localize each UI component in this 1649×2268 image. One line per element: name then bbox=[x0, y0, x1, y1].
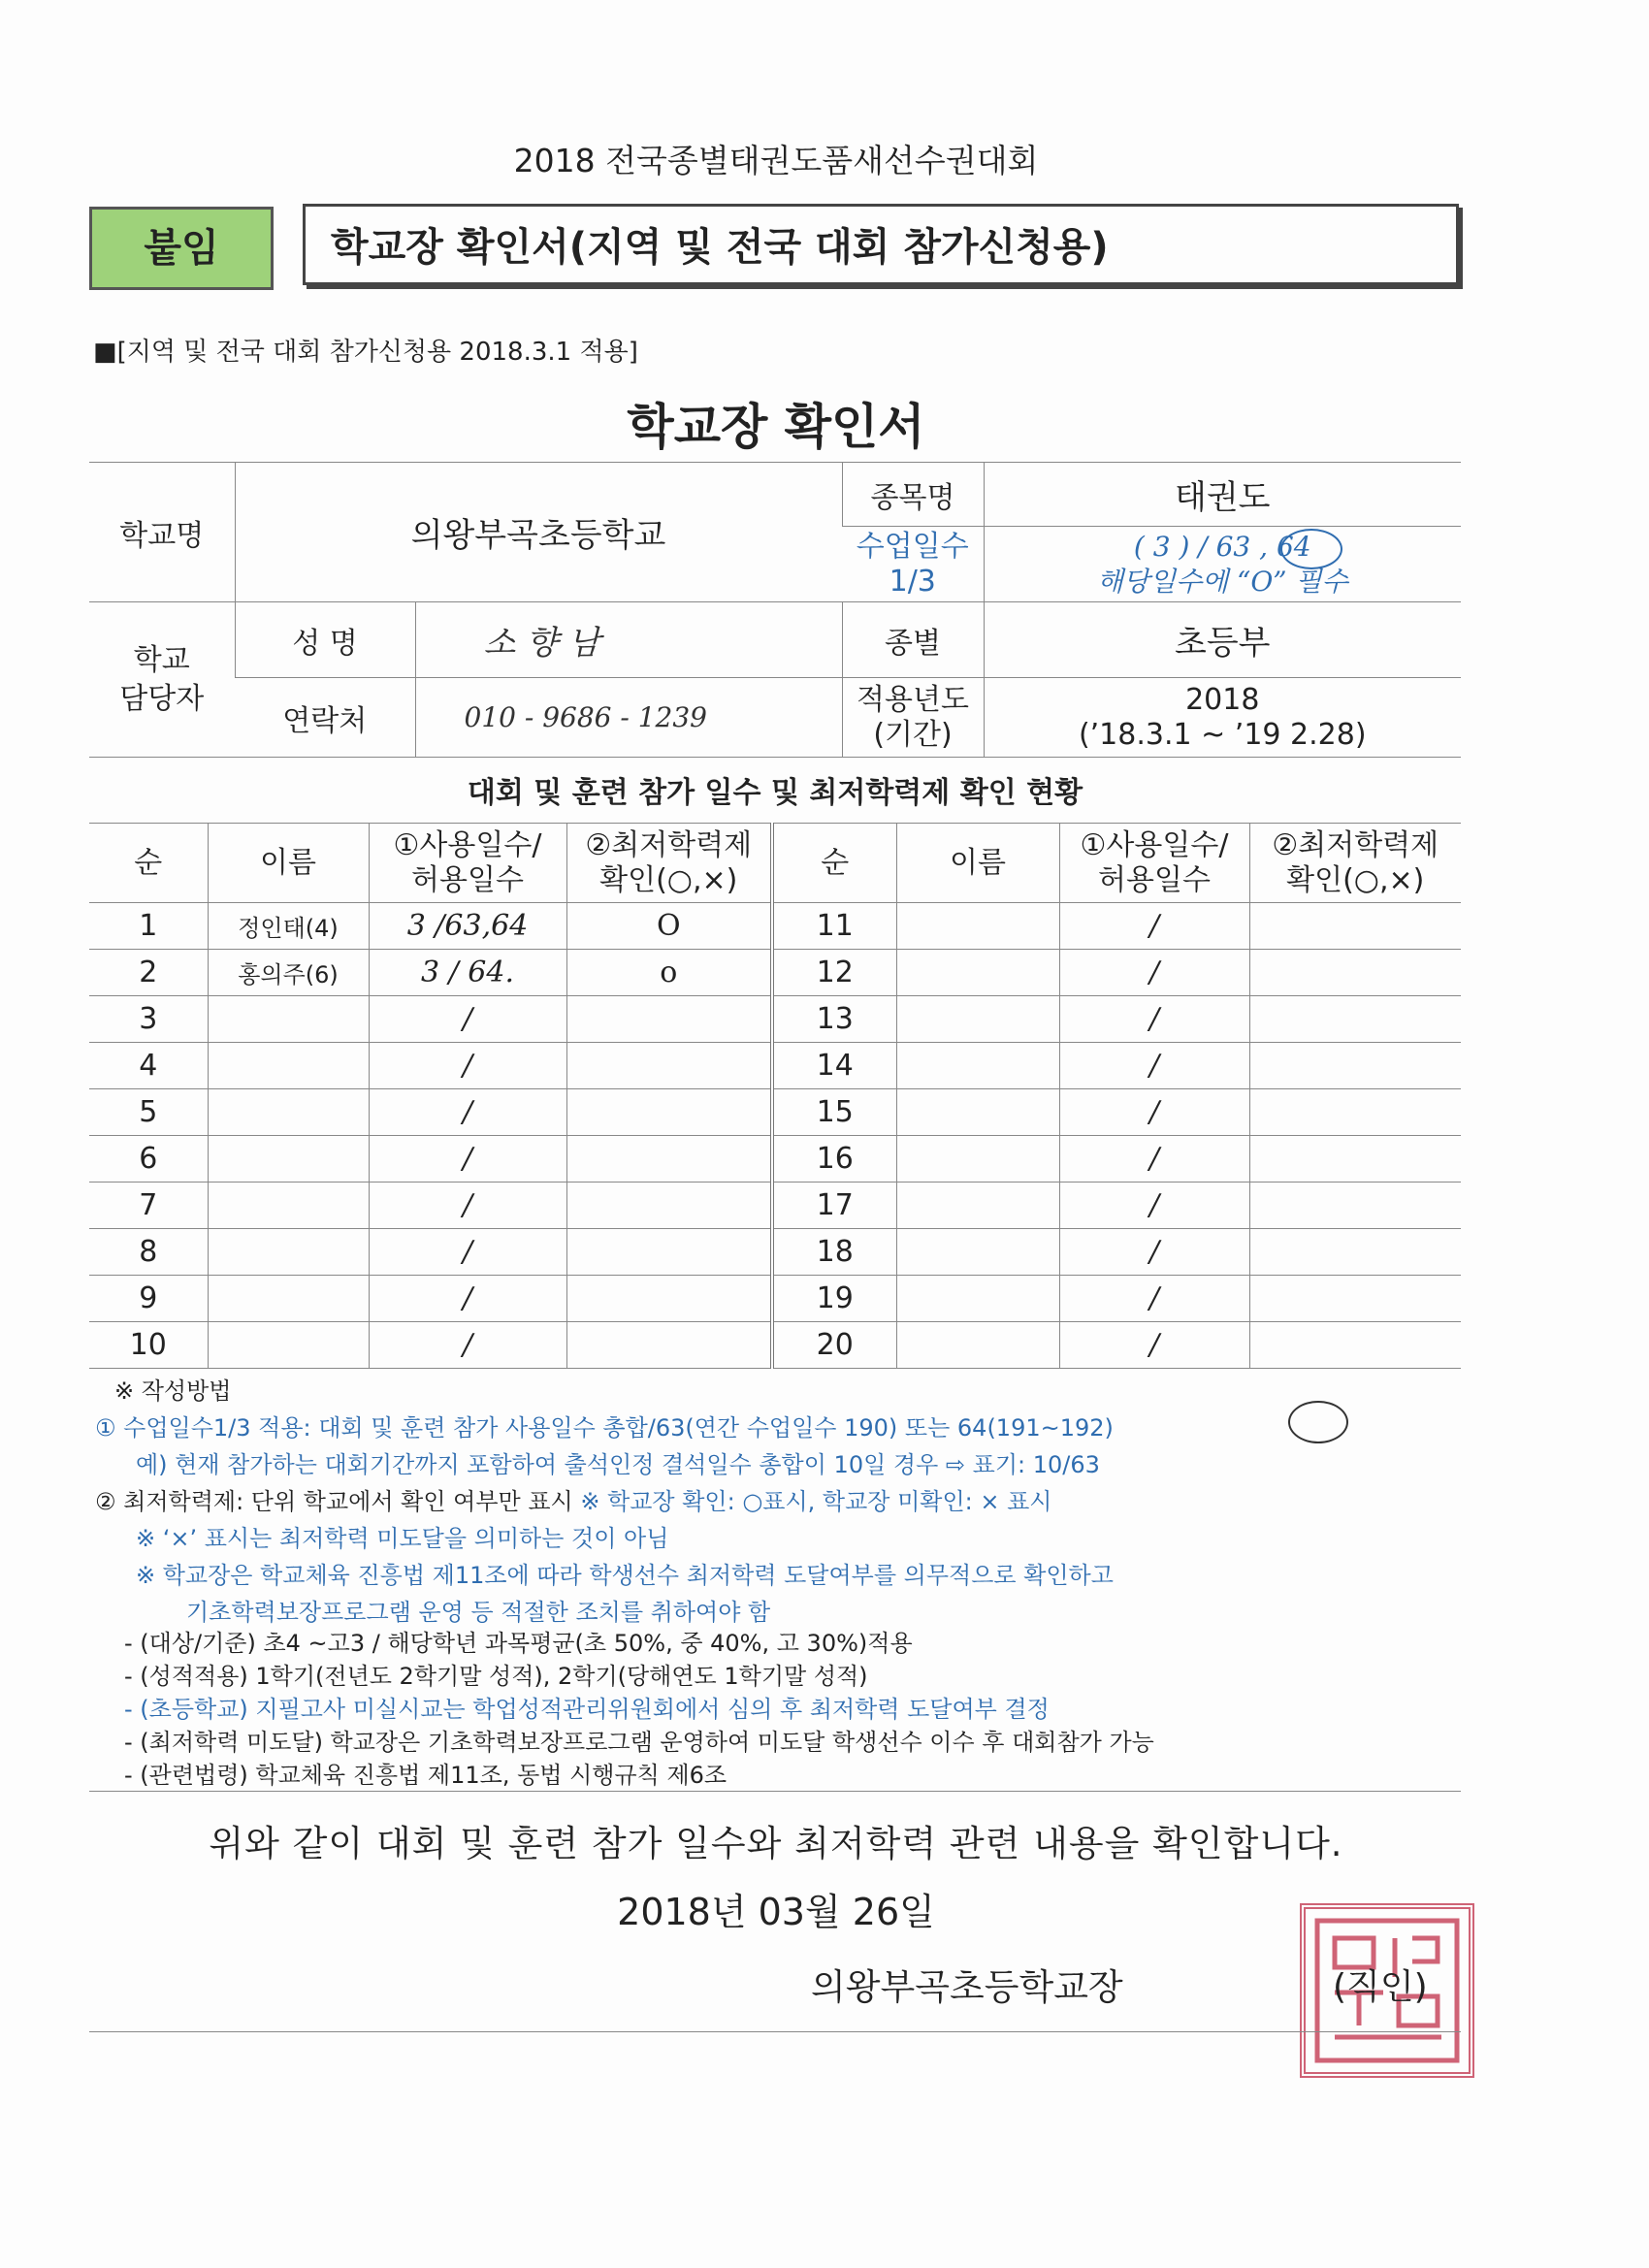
row-check bbox=[566, 1322, 772, 1369]
row-no: 6 bbox=[89, 1136, 208, 1183]
classdays-value-1: ( 3 ) / 63 , 64 bbox=[1133, 530, 1311, 563]
sport-value: 태권도 bbox=[984, 463, 1461, 527]
table-row bbox=[89, 996, 1461, 1043]
row-check-right bbox=[1249, 903, 1461, 950]
confirmation-text: 위와 같이 대회 및 훈련 참가 일수와 최저학력 관련 내용을 확인합니다. bbox=[209, 1823, 1343, 1864]
row-check bbox=[566, 1089, 772, 1136]
row-days: / bbox=[369, 1276, 566, 1322]
header-name: 이름 bbox=[208, 824, 369, 903]
row-days: / bbox=[369, 1183, 566, 1229]
row-no-right: 20 bbox=[772, 1322, 896, 1369]
header-check-right-2: 확인(○,×) bbox=[1286, 862, 1425, 897]
table-row bbox=[89, 1322, 1461, 1369]
row-days-right: / bbox=[1059, 903, 1249, 950]
row-days-right: / bbox=[1059, 1229, 1249, 1276]
row-no-right: 15 bbox=[772, 1089, 896, 1136]
row-check-right bbox=[1249, 1276, 1461, 1322]
header-no-right: 순 bbox=[772, 824, 896, 903]
row-no-right: 14 bbox=[772, 1043, 896, 1089]
date: 2018년 03월 26일 bbox=[617, 1891, 935, 1933]
row-check bbox=[566, 1229, 772, 1276]
row-name bbox=[208, 1043, 369, 1089]
note-5: ※ 학교장은 학교체육 진흥법 제11조에 따라 학생선수 최저학력 도달여부를 의무적으로 확인하고 bbox=[136, 1562, 1114, 1589]
row-no: 4 bbox=[89, 1043, 208, 1089]
contact-label: 연락처 bbox=[235, 678, 415, 758]
row-days-right: / bbox=[1059, 1322, 1249, 1369]
event-title: 2018 전국종별태권도품새선수권대회 bbox=[513, 142, 1039, 179]
row-name-right bbox=[896, 1183, 1059, 1229]
row-check-right bbox=[1249, 1322, 1461, 1369]
row-name bbox=[208, 1136, 369, 1183]
row-days-right: / bbox=[1059, 950, 1249, 996]
row-check bbox=[566, 996, 772, 1043]
participation-table bbox=[89, 823, 1461, 1369]
division-label: 종별 bbox=[842, 602, 984, 678]
row-days-right: / bbox=[1059, 1089, 1249, 1136]
year-label-1: 적용년도 bbox=[857, 682, 969, 717]
row-name-right bbox=[896, 1043, 1059, 1089]
row-days: / bbox=[369, 1136, 566, 1183]
row-no: 2 bbox=[89, 950, 208, 996]
row-days-right: / bbox=[1059, 1183, 1249, 1229]
row-check-right bbox=[1249, 1089, 1461, 1136]
sport-label: 종목명 bbox=[842, 463, 984, 527]
row-name bbox=[208, 1089, 369, 1136]
row-days: / bbox=[369, 1089, 566, 1136]
row-no-right: 17 bbox=[772, 1183, 896, 1229]
row-days: / bbox=[369, 1322, 566, 1369]
row-no: 7 bbox=[89, 1183, 208, 1229]
row-name-right bbox=[896, 1229, 1059, 1276]
header-check-right-1: ②최저학력제 bbox=[1272, 827, 1439, 862]
row-name bbox=[208, 1276, 369, 1322]
school-label: 학교명 bbox=[89, 463, 235, 602]
year-label-2: (기간) bbox=[873, 717, 953, 752]
header-days bbox=[369, 824, 566, 903]
row-check-right bbox=[1249, 1229, 1461, 1276]
row-check bbox=[566, 1043, 772, 1089]
classdays-label-1: 수업일수 bbox=[856, 529, 969, 564]
row-check-right bbox=[1249, 1043, 1461, 1089]
row-name bbox=[208, 1229, 369, 1276]
row-days-right: / bbox=[1059, 996, 1249, 1043]
manager-label-1: 학교 bbox=[133, 642, 190, 677]
row-name-right bbox=[896, 996, 1059, 1043]
table-row bbox=[89, 903, 1461, 950]
doc-title: 학교장 확인서 bbox=[627, 399, 925, 455]
row-name: 정인태(4) bbox=[208, 903, 369, 950]
header-days-right bbox=[1059, 824, 1249, 903]
header-days-1: ①사용일수/ bbox=[393, 827, 542, 862]
form-banner bbox=[303, 204, 1459, 285]
year-value bbox=[984, 678, 1461, 758]
note-11: - (관련법령) 학교체육 진흥법 제11조, 동법 시행규칙 제6조 bbox=[124, 1762, 728, 1789]
row-name: 홍의주(6) bbox=[208, 950, 369, 996]
header-check bbox=[566, 824, 772, 903]
table-row bbox=[89, 1229, 1461, 1276]
row-check bbox=[566, 1276, 772, 1322]
row-name-right bbox=[896, 1276, 1059, 1322]
note-7: - (대상/기준) 초4 ~고3 / 해당학년 과목평균(초 50%, 중 40%, 고 30%)적용 bbox=[124, 1630, 913, 1657]
row-name bbox=[208, 996, 369, 1043]
row-check-right bbox=[1249, 996, 1461, 1043]
circle-mark-191 bbox=[1288, 1401, 1348, 1443]
row-no-right: 19 bbox=[772, 1276, 896, 1322]
header-days-right-1: ①사용일수/ bbox=[1080, 827, 1229, 862]
row-check-right bbox=[1249, 1136, 1461, 1183]
table-row bbox=[89, 1276, 1461, 1322]
row-no-right: 18 bbox=[772, 1229, 896, 1276]
year-label bbox=[842, 678, 984, 758]
row-check: o bbox=[566, 950, 772, 996]
row-no: 8 bbox=[89, 1229, 208, 1276]
row-days-right: / bbox=[1059, 1276, 1249, 1322]
table-row bbox=[89, 1183, 1461, 1229]
row-no: 3 bbox=[89, 996, 208, 1043]
subheading: ■[지역 및 전국 대회 참가신청용 2018.3.1 적용] bbox=[93, 338, 638, 367]
table-row bbox=[89, 1136, 1461, 1183]
note-6: 기초학력보장프로그램 운영 등 적절한 조치를 취하여야 함 bbox=[186, 1599, 771, 1626]
classdays-label bbox=[842, 527, 984, 602]
row-no-right: 16 bbox=[772, 1136, 896, 1183]
note-9: - (초등학교) 지필고사 미실시교는 학업성적관리위원회에서 심의 후 최저학력 도달여부 결정 bbox=[124, 1696, 1050, 1723]
contact-value: 010 - 9686 - 1239 bbox=[415, 678, 842, 758]
note-2: 예) 현재 참가하는 대회기간까지 포함하여 출석인정 결석일수 총합이 10일 경우 ⇨ 표기: 10/63 bbox=[136, 1451, 1100, 1478]
seal-mark: (직인) bbox=[1333, 1967, 1428, 2007]
header-name-right: 이름 bbox=[896, 824, 1059, 903]
row-no-right: 13 bbox=[772, 996, 896, 1043]
row-name bbox=[208, 1183, 369, 1229]
participation-title: 대회 및 훈련 참가 일수 및 최저학력제 확인 현황 bbox=[467, 776, 1083, 810]
note-3 bbox=[95, 1482, 1051, 1516]
name-label: 성 명 bbox=[235, 602, 415, 678]
header-check-right bbox=[1249, 824, 1461, 903]
row-no: 1 bbox=[89, 903, 208, 950]
attachment-label: 붙임 bbox=[144, 226, 219, 271]
info-table bbox=[89, 462, 1461, 758]
year-value-2: (’18.3.1 ~ ’19 2.28) bbox=[1078, 717, 1367, 752]
header-days-2: 허용일수 bbox=[411, 862, 524, 897]
table-row bbox=[89, 1043, 1461, 1089]
row-no: 9 bbox=[89, 1276, 208, 1322]
form-banner-text: 학교장 확인서(지역 및 전국 대회 참가신청용) bbox=[331, 225, 1109, 270]
header-check-1: ②최저학력제 bbox=[585, 827, 753, 862]
row-days-right: / bbox=[1059, 1136, 1249, 1183]
notes-heading: ※ 작성방법 bbox=[114, 1377, 232, 1405]
note-10: - (최저학력 미도달) 학교장은 기초학력보장프로그램 운영하여 미도달 학생선수 이수 후 대회참가 가능 bbox=[124, 1729, 1154, 1756]
table-row bbox=[89, 950, 1461, 996]
manager-label bbox=[89, 602, 235, 758]
row-no: 10 bbox=[89, 1322, 208, 1369]
classdays-value bbox=[984, 527, 1461, 602]
classdays-value-2: 해당일수에 “O” 필수 bbox=[1096, 565, 1348, 598]
year-value-1: 2018 bbox=[1185, 682, 1260, 717]
classdays-label-2: 1/3 bbox=[889, 564, 936, 599]
note-3b: ※ 학교장 확인: ○표시, 학교장 미확인: × 표시 bbox=[580, 1488, 1052, 1515]
row-days: 3 /63,64 bbox=[369, 903, 566, 950]
row-check-right bbox=[1249, 1183, 1461, 1229]
row-days-right: / bbox=[1059, 1043, 1249, 1089]
row-check: O bbox=[566, 903, 772, 950]
row-name bbox=[208, 1322, 369, 1369]
row-days: 3 / 64. bbox=[369, 950, 566, 996]
row-no: 5 bbox=[89, 1089, 208, 1136]
school-value: 의왕부곡초등학교 bbox=[235, 463, 842, 602]
row-check bbox=[566, 1183, 772, 1229]
circle-mark bbox=[1280, 529, 1342, 569]
header-days-right-2: 허용일수 bbox=[1098, 862, 1211, 897]
row-name-right bbox=[896, 1322, 1059, 1369]
row-days: / bbox=[369, 996, 566, 1043]
row-no-right: 12 bbox=[772, 950, 896, 996]
bottom-rule bbox=[89, 2031, 1461, 2032]
row-days: / bbox=[369, 1229, 566, 1276]
attachment-badge bbox=[89, 207, 274, 290]
row-name-right bbox=[896, 903, 1059, 950]
manager-label-2: 담당자 bbox=[119, 681, 205, 716]
row-check bbox=[566, 1136, 772, 1183]
row-name-right bbox=[896, 1089, 1059, 1136]
header-check-2: 확인(○,×) bbox=[599, 862, 738, 897]
row-name-right bbox=[896, 1136, 1059, 1183]
row-days: / bbox=[369, 1043, 566, 1089]
note-1: ① 수업일수1/3 적용: 대회 및 훈련 참가 사용일수 총합/63(연간 수업일수 190) 또는 64(191~192) bbox=[95, 1414, 1114, 1442]
row-name-right bbox=[896, 950, 1059, 996]
header-no: 순 bbox=[89, 824, 208, 903]
divider bbox=[89, 1791, 1461, 1792]
division-value: 초등부 bbox=[984, 602, 1461, 678]
table-row bbox=[89, 1089, 1461, 1136]
principal-name: 의왕부곡초등학교장 bbox=[811, 1966, 1123, 2008]
note-3a: ② 최저학력제: 단위 학교에서 확인 여부만 표시 bbox=[95, 1488, 581, 1515]
name-value: 소 향 남 bbox=[415, 602, 842, 678]
note-4: ※ ‘×’ 표시는 최저학력 미도달을 의미하는 것이 아님 bbox=[136, 1525, 669, 1552]
row-check-right bbox=[1249, 950, 1461, 996]
row-no-right: 11 bbox=[772, 903, 896, 950]
note-8: - (성적적용) 1학기(전년도 2학기말 성적), 2학기(당해연도 1학기말 성적) bbox=[124, 1663, 868, 1690]
